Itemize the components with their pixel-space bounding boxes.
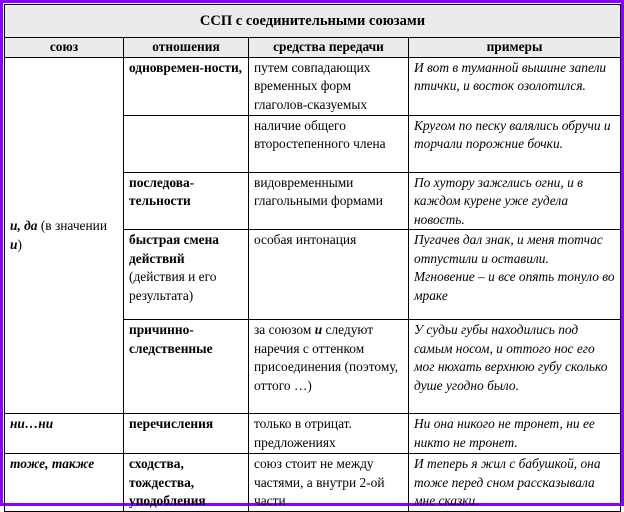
means-pre: за союзом	[254, 322, 315, 337]
relation-label: быстрая смена действий	[129, 232, 219, 266]
example-text-2: Мгновение – и все опять тонуло во мраке	[414, 269, 615, 303]
means-word: и	[314, 322, 323, 337]
means-cell: видовременными глагольными формами	[249, 172, 409, 230]
union-note-word: и	[10, 236, 18, 252]
relation-cell: перечисления	[124, 414, 249, 454]
relation-cell: сходства, тождества, уподобления	[124, 454, 249, 512]
relation-cell	[124, 230, 249, 320]
example-text: Пугачев дал знак, и меня тотчас отпустили и оставили.	[414, 232, 603, 266]
union-cell: тоже, также	[5, 454, 124, 512]
example-cell: Ни она никого не тронет, ни ее никто не тронет.	[409, 414, 621, 454]
union-i-da: и, да	[10, 218, 38, 234]
header-means: средства передачи	[249, 38, 409, 58]
means-post: следуют наречия с оттенком присоединения (поэтому, оттого …)	[254, 322, 399, 393]
example-cell: И вот в туманной вышине запели птички, и восток озолотился.	[409, 57, 621, 115]
example-cell: У судьи губы находились под самым носом, и оттого нос его мог нюхать верхнюю губу сколько душе угодно было.	[409, 320, 621, 414]
example-cell: Кругом по песку валялись обручи и торчали порожние бочки.	[409, 115, 621, 172]
example-cell: По хутору зажглись огни, и в каждом курене уже гудела новость.	[409, 172, 621, 230]
header-union: союз	[5, 38, 124, 58]
union-cell-i-da	[5, 57, 124, 414]
example-cell	[409, 230, 621, 320]
example-cell: И теперь я жил с бабушкой, она тоже перед сном рассказывала мне сказки.	[409, 454, 621, 512]
table-row	[5, 57, 621, 115]
union-note-post: )	[17, 236, 22, 252]
ssp-table	[4, 4, 621, 512]
relation-cell: последова-тельности	[124, 172, 249, 230]
means-cell: только в отрицат. предложениях	[249, 414, 409, 454]
relation-cell: причинно-следственные	[124, 320, 249, 414]
means-cell: наличие общего второстепенного члена	[249, 115, 409, 172]
relation-note: (действия и его результата)	[129, 269, 217, 303]
means-cell: путем совпадающих временных форм глаголов-сказуемых	[249, 57, 409, 115]
table-title: ССП с соединительными союзами	[5, 5, 621, 38]
header-examples: примеры	[409, 38, 621, 58]
header-relation: отношения	[124, 38, 249, 58]
union-cell: ни…ни	[5, 414, 124, 454]
relation-cell: одновремен-ности,	[124, 57, 249, 115]
means-cell: особая интонация	[249, 230, 409, 320]
union-note-pre: (в значении	[37, 218, 108, 234]
relation-cell	[124, 115, 249, 172]
means-cell: союз стоит не между частями, а внутри 2-ой части	[249, 454, 409, 512]
table-row	[5, 414, 621, 454]
table-row	[5, 454, 621, 512]
means-cell	[249, 320, 409, 414]
